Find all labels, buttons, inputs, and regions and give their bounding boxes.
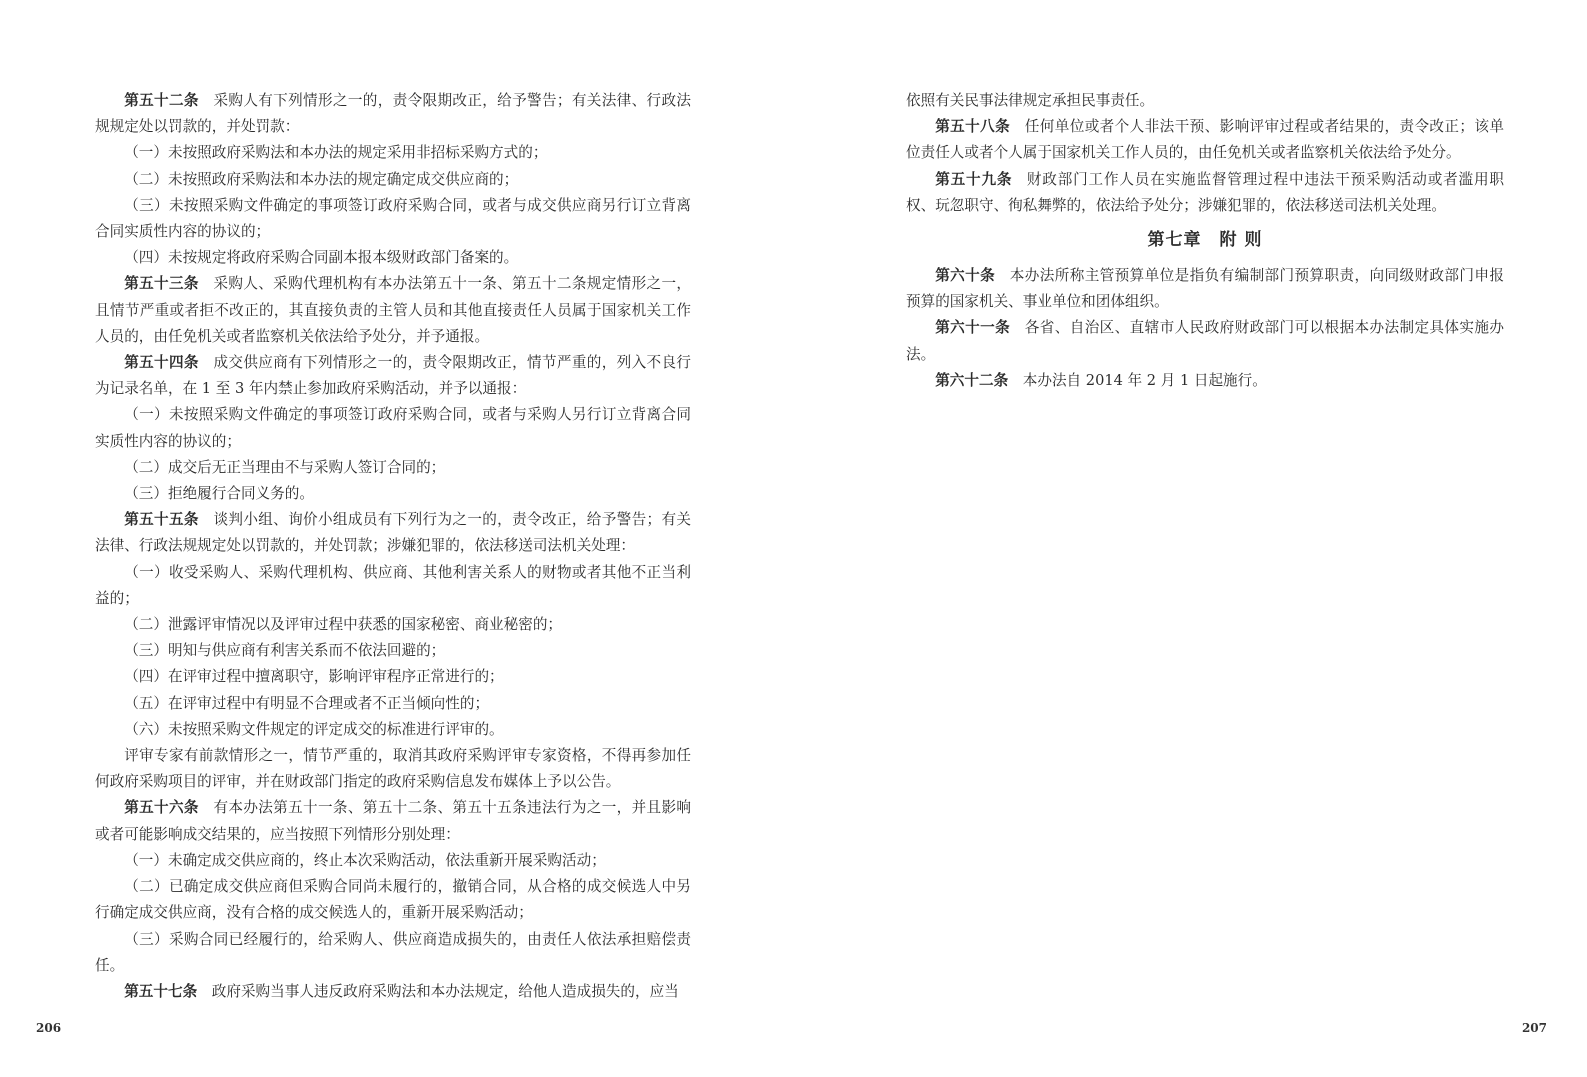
paragraph-text: （二）未按照政府采购法和本办法的规定确定成交供应商的；: [124, 170, 519, 188]
clause-paragraph: [95, 743, 691, 795]
paragraph-text: 有本办法第五十一条、第五十二条、第五十五条违法行为之一，并且影响或者可能影响成交结果的，应当按照下列情形分别处理：: [95, 799, 691, 843]
paragraph-text: 采购人有下列情形之一的，责令限期改正，给予警告；有关法律、行政法规规定处以罚款的，并处罚款：: [95, 92, 691, 136]
article-number: 第六十一条: [935, 319, 1011, 337]
paragraph-text: （四）未按规定将政府采购合同副本报本级财政部门备案的。: [124, 249, 519, 267]
article-paragraph: [95, 350, 691, 402]
article-number: 第六十条: [935, 267, 996, 285]
article-paragraph: [906, 167, 1504, 219]
chapter-title: 第七章 附 则: [1147, 230, 1263, 251]
left-page-number: 206: [36, 1021, 62, 1035]
paragraph-text: 评审专家有前款情形之一，情节严重的，取消其政府采购评审专家资格，不得再参加任何政府采购项目的评审，并在财政部门指定的政府采购信息发布媒体上予以公告。: [95, 747, 691, 791]
paragraph-text: （三）拒绝履行合同义务的。: [124, 485, 314, 503]
article-number: 第五十四条: [124, 354, 199, 372]
clause-paragraph: [95, 874, 691, 926]
paragraph-text: 任何单位或者个人非法干预、影响评审过程或者结果的，责令改正；该单位责任人或者个人属于国家机关工作人员的，由任免机关或者监察机关依法给予处分。: [906, 118, 1504, 162]
clause-paragraph: [95, 455, 691, 481]
paragraph-text: 本办法自 2014 年 2 月 1 日起施行。: [1022, 371, 1267, 389]
article-number: 第五十六条: [124, 799, 199, 817]
clause-paragraph: [95, 402, 691, 454]
continuation-paragraph: 依照有关民事法律规定承担民事责任。: [906, 92, 1155, 109]
left-page-body: [95, 88, 691, 1005]
clause-paragraph: [95, 691, 691, 717]
article-number: 第六十二条: [935, 371, 1009, 389]
paragraph-text: 财政部门工作人员在实施监督管理过程中违法干预采购活动或者滥用职权、玩忽职守、徇私舞弊的，依法给予处分；涉嫌犯罪的，依法移送司法机关处理。: [906, 170, 1504, 214]
article-paragraph: [906, 315, 1504, 367]
right-page-number: 207: [1521, 1021, 1547, 1035]
article-number: 第五十七条: [124, 982, 198, 1000]
paragraph-text: （二）成交后无正当理由不与采购人签订合同的；: [124, 458, 446, 476]
paragraph-text: 谈判小组、询价小组成员有下列行为之一的，责令改正，给予警告；有关法律、行政法规规定处以罚款的，并处罚款；涉嫌犯罪的，依法移送司法机关处理：: [95, 511, 691, 555]
article-paragraph: [95, 979, 691, 1005]
clause-paragraph: [95, 245, 691, 271]
paragraph-text: 采购人、采购代理机构有本办法第五十一条、第五十二条规定情形之一，且情节严重或者拒不改正的，其直接负责的主管人员和其他直接责任人员属于国家机关工作人员的，由任免机关或者监察机关依法给予处分，并予通报。: [95, 275, 691, 345]
clause-paragraph: [95, 848, 691, 874]
paragraph-text: （一）未按照采购文件确定的事项签订政府采购合同，或者与采购人另行订立背离合同实质性内容的协议的；: [95, 406, 691, 450]
clause-paragraph: [95, 560, 691, 612]
clause-paragraph: [95, 927, 691, 979]
paragraph-text: （四）在评审过程中擅离职守，影响评审程序正常进行的；: [124, 668, 504, 686]
article-paragraph: [95, 271, 691, 350]
paragraph-text: （三）未按照采购文件确定的事项签订政府采购合同，或者与成交供应商另行订立背离合同实质性内容的协议的；: [95, 196, 691, 241]
article-paragraph: [906, 263, 1504, 315]
paragraph-text: （一）收受采购人、采购代理机构、供应商、其他利害关系人的财物或者其他不正当利益的；: [95, 563, 691, 607]
paragraph-text: （三）采购合同已经履行的，给采购人、供应商造成损失的，由责任人依法承担赔偿责任。: [95, 930, 691, 974]
paragraph-text: 本办法所称主管预算单位是指负有编制部门预算职责，向同级财政部门申报预算的国家机关、事业单位和团体组织。: [906, 267, 1504, 311]
paragraph-text: （二）已确定成交供应商但采购合同尚未履行的，撤销合同，从合格的成交候选人中另行确定成交供应商，没有合格的成交候选人的，重新开展采购活动；: [95, 878, 691, 922]
paragraph-text: （六）未按照采购文件规定的评定成交的标准进行评审的。: [124, 720, 504, 738]
clause-paragraph: [95, 193, 691, 245]
articles-block-chapter-6: [906, 114, 1504, 219]
right-page: [793, 0, 1587, 1077]
left-page: [0, 0, 793, 1077]
clause-paragraph: [95, 664, 691, 690]
paragraph-text: （二）泄露评审情况以及评审过程中获悉的国家秘密、商业秘密的；: [124, 616, 563, 634]
article-paragraph: [95, 88, 691, 140]
clause-paragraph: [95, 638, 691, 664]
article-paragraph: [95, 795, 691, 847]
paragraph-text: （三）明知与供应商有利害关系而不依法回避的；: [124, 642, 446, 660]
clause-paragraph: [95, 140, 691, 166]
articles-block-chapter-7: [906, 263, 1504, 394]
article-paragraph: [906, 368, 1504, 394]
paragraph-text: 各省、自治区、直辖市人民政府财政部门可以根据本办法制定具体实施办法。: [906, 319, 1504, 363]
article-number: 第五十八条: [935, 118, 1011, 136]
clause-paragraph: [95, 717, 691, 743]
article-paragraph: [906, 114, 1504, 166]
right-page-body: [906, 88, 1504, 394]
article-number: 第五十九条: [935, 170, 1013, 188]
paragraph-text: （五）在评审过程中有明显不合理或者不正当倾向性的；: [124, 694, 490, 712]
clause-paragraph: [95, 481, 691, 507]
article-number: 第五十五条: [124, 511, 199, 529]
paragraph-text: （一）未确定成交供应商的，终止本次采购活动，依法重新开展采购活动；: [124, 851, 606, 869]
article-number: 第五十三条: [124, 275, 199, 293]
article-number: 第五十二条: [124, 92, 199, 109]
clause-paragraph: [95, 612, 691, 638]
paragraph-text: （一）未按照政府采购法和本办法的规定采用非招标采购方式的；: [124, 144, 548, 162]
paragraph-text: 政府采购当事人违反政府采购法和本办法规定，给他人造成损失的，应当: [211, 982, 679, 1000]
paragraph-text: 成交供应商有下列情形之一的，责令限期改正，情节严重的，列入不良行为记录名单，在 1 至 3 年内禁止参加政府采购活动，并予以通报：: [95, 354, 691, 398]
article-paragraph: [95, 507, 691, 559]
clause-paragraph: [95, 167, 691, 193]
